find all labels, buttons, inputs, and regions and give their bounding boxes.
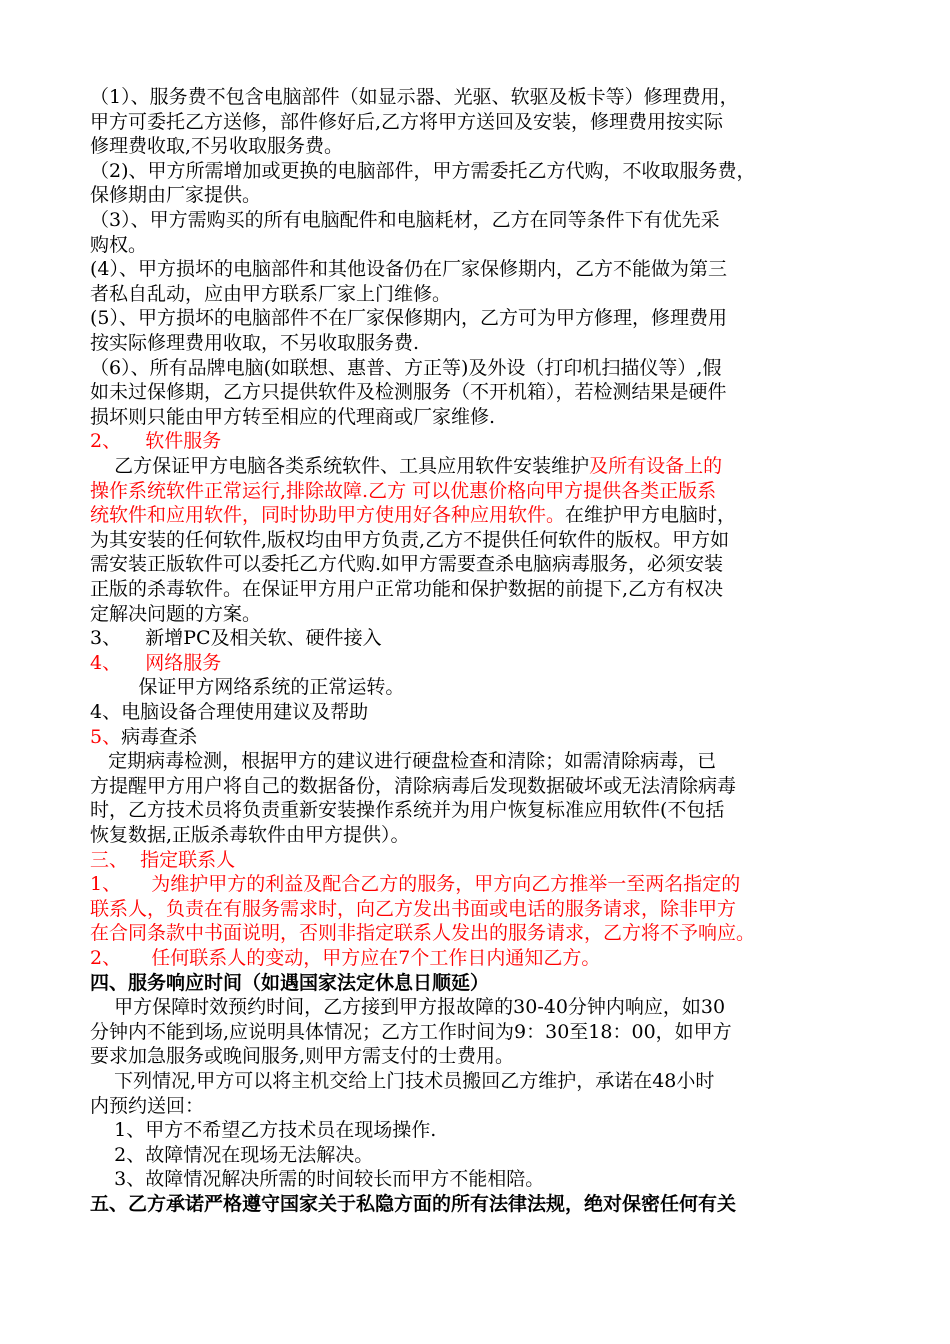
text-segment: (5）、甲方损坏的电脑部件不在厂家保修期内，乙方可为甲方修理，修理费用 <box>90 307 728 329</box>
text-line <box>90 1044 870 1069</box>
text-segment: 3、故障情况解决所需的时间较长而甲方不能相陪。 <box>90 1168 545 1190</box>
text-segment: 2、故障情况在现场无法解决。 <box>90 1144 374 1166</box>
text-line <box>90 1118 870 1143</box>
text-line <box>90 380 870 405</box>
text-line <box>90 134 870 159</box>
text-segment: 下列情况,甲方可以将主机交给上门技术员搬回乙方维护，承诺在48小时 <box>90 1070 715 1092</box>
text-segment: 恢复数据,正版杀毒软件由甲方提供）。 <box>90 824 410 846</box>
text-line <box>90 1167 870 1192</box>
text-line <box>90 233 870 258</box>
text-line <box>90 356 870 381</box>
highlighted-text-segment: 1、 为维护甲方的利益及配合乙方的服务，甲方向乙方推举一至两名指定的 <box>90 873 741 895</box>
text-segment: 四、服务响应时间（如遇国家法定休息日顺延） <box>90 972 490 994</box>
text-segment: 购权。 <box>90 234 148 256</box>
text-line <box>90 995 870 1020</box>
text-line <box>90 429 870 454</box>
text-line <box>90 479 870 504</box>
text-line <box>90 897 870 922</box>
text-segment: 分钟内不能到场,应说明具体情况；乙方工作时间为9：30至18：00，如甲方 <box>90 1021 732 1043</box>
text-segment: 正版的杀毒软件。在保证甲方用户正常功能和保护数据的前提下,乙方有权决 <box>90 578 724 600</box>
text-line <box>90 1069 870 1094</box>
text-line <box>90 282 870 307</box>
text-segment: 五、乙方承诺严格遵守国家关于私隐方面的所有法律法规，绝对保密任何有关 <box>90 1193 737 1215</box>
text-line <box>90 725 870 750</box>
text-line <box>90 503 870 528</box>
text-segment: 内预约送回： <box>90 1095 205 1117</box>
text-line <box>90 798 870 823</box>
text-segment: 3、 新增PC及相关软、硬件接入 <box>90 627 382 649</box>
text-line <box>90 1143 870 1168</box>
text-segment: 为其安装的任何软件,版权均由甲方负责,乙方不提供任何软件的版权。甲方如 <box>90 529 730 551</box>
highlighted-text-segment: 2、 任何联系人的变动，甲方应在7个工作日内通知乙方。 <box>90 947 601 969</box>
text-line <box>90 159 870 184</box>
text-line <box>90 700 870 725</box>
highlighted-text-segment: 统软件和应用软件，同时协助甲方使用好各种应用软件。 <box>90 504 566 526</box>
text-segment: 甲方保障时效预约时间，乙方接到甲方报故障的30-40分钟内响应，如30 <box>90 996 726 1018</box>
text-line <box>90 872 870 897</box>
text-line <box>90 749 870 774</box>
text-segment: 定期病毒检测，根据甲方的建议进行硬盘检查和清除；如需清除病毒，已 <box>90 750 717 772</box>
text-segment: 如未过保修期，乙方只提供软件及检测服务（不开机箱），若检测结果是硬件 <box>90 381 727 403</box>
text-line <box>90 602 870 627</box>
text-segment: 按实际修理费用收取，不另收取服务费. <box>90 332 420 354</box>
text-line <box>90 552 870 577</box>
text-line <box>90 774 870 799</box>
text-segment: 在维护甲方电脑时， <box>565 504 737 526</box>
text-line <box>90 823 870 848</box>
text-line <box>90 454 870 479</box>
text-segment: 4、电脑设备合理使用建议及帮助 <box>90 701 369 723</box>
text-line <box>90 110 870 135</box>
text-segment: 者私自乱动，应由甲方联系厂家上门维修。 <box>90 283 452 305</box>
text-line <box>90 626 870 651</box>
text-segment: 需安装正版软件可以委托乙方代购.如甲方需要查杀电脑病毒服务，必须安装 <box>90 553 724 575</box>
text-segment: 方提醒甲方用户将自己的数据备份，清除病毒后发现数据破坏或无法清除病毒 <box>90 775 737 797</box>
text-segment: 保修期由厂家提供。 <box>90 184 262 206</box>
text-segment: 病毒查杀 <box>121 726 198 748</box>
text-segment: (4）、甲方损坏的电脑部件和其他设备仍在厂家保修期内，乙方不能做为第三 <box>90 258 728 280</box>
text-line <box>90 257 870 282</box>
text-line <box>90 405 870 430</box>
text-line <box>90 306 870 331</box>
text-line <box>90 331 870 356</box>
highlighted-text-segment: 三、 指定联系人 <box>90 849 236 871</box>
highlighted-text-segment: 在合同条款中书面说明，否则非指定联系人发出的服务请求，乙方将不予响应。 <box>90 922 756 944</box>
highlighted-text-segment: 5、 <box>90 726 122 748</box>
text-line <box>90 183 870 208</box>
highlighted-text-segment: 操作系统软件正常运行,排除故障.乙方 可以优惠价格向甲方提供各类正版系 <box>90 480 717 502</box>
highlighted-text-segment: 4、 网络服务 <box>90 652 222 674</box>
text-line <box>90 577 870 602</box>
text-line <box>90 921 870 946</box>
text-line <box>90 1020 870 1045</box>
text-line <box>90 528 870 553</box>
text-segment: 甲方可委托乙方送修，部件修好后,乙方将甲方送回及安装，修理费用按实际 <box>90 111 724 133</box>
text-line <box>90 946 870 971</box>
text-segment: 时，乙方技术员将负责重新安装操作系统并为用户恢复标准应用软件(不包括 <box>90 799 725 821</box>
highlighted-text-segment: 及所有设备上的 <box>589 455 723 477</box>
text-line <box>90 651 870 676</box>
text-segment: 1、甲方不希望乙方技术员在现场操作. <box>90 1119 437 1141</box>
text-line <box>90 848 870 873</box>
text-line <box>90 208 870 233</box>
text-segment: 保证甲方网络系统的正常运转。 <box>90 676 405 698</box>
highlighted-text-segment: 联系人，负责在有服务需求时，向乙方发出书面或电话的服务请求，除非甲方 <box>90 898 737 920</box>
text-segment: 乙方保证甲方电脑各类系统软件、工具应用软件安装维护 <box>90 455 590 477</box>
text-line <box>90 85 870 110</box>
text-segment: 修理费收取,不另收取服务费。 <box>90 135 344 157</box>
text-line <box>90 971 870 996</box>
text-segment: （6）、所有品牌电脑(如联想、惠普、方正等)及外设（打印机扫描仪等）,假 <box>90 357 722 379</box>
highlighted-text-segment: 2、 软件服务 <box>90 430 222 452</box>
text-segment: （3）、甲方需购买的所有电脑配件和电脑耗材，乙方在同等条件下有优先采 <box>90 209 720 231</box>
text-line <box>90 1094 870 1119</box>
text-line <box>90 1192 870 1217</box>
text-segment: 损坏则只能由甲方转至相应的代理商或厂家维修. <box>90 406 496 428</box>
text-segment: 要求加急服务或晚间服务,则甲方需支付的士费用。 <box>90 1045 515 1067</box>
text-line <box>90 675 870 700</box>
text-segment: 定解决问题的方案。 <box>90 603 262 625</box>
text-segment: （2)、甲方所需增加或更换的电脑部件，甲方需委托乙方代购，不收取服务费， <box>90 160 756 182</box>
text-segment: （1）、服务费不包含电脑部件（如显示器、光驱、软驱及板卡等）修理费用， <box>90 86 739 108</box>
